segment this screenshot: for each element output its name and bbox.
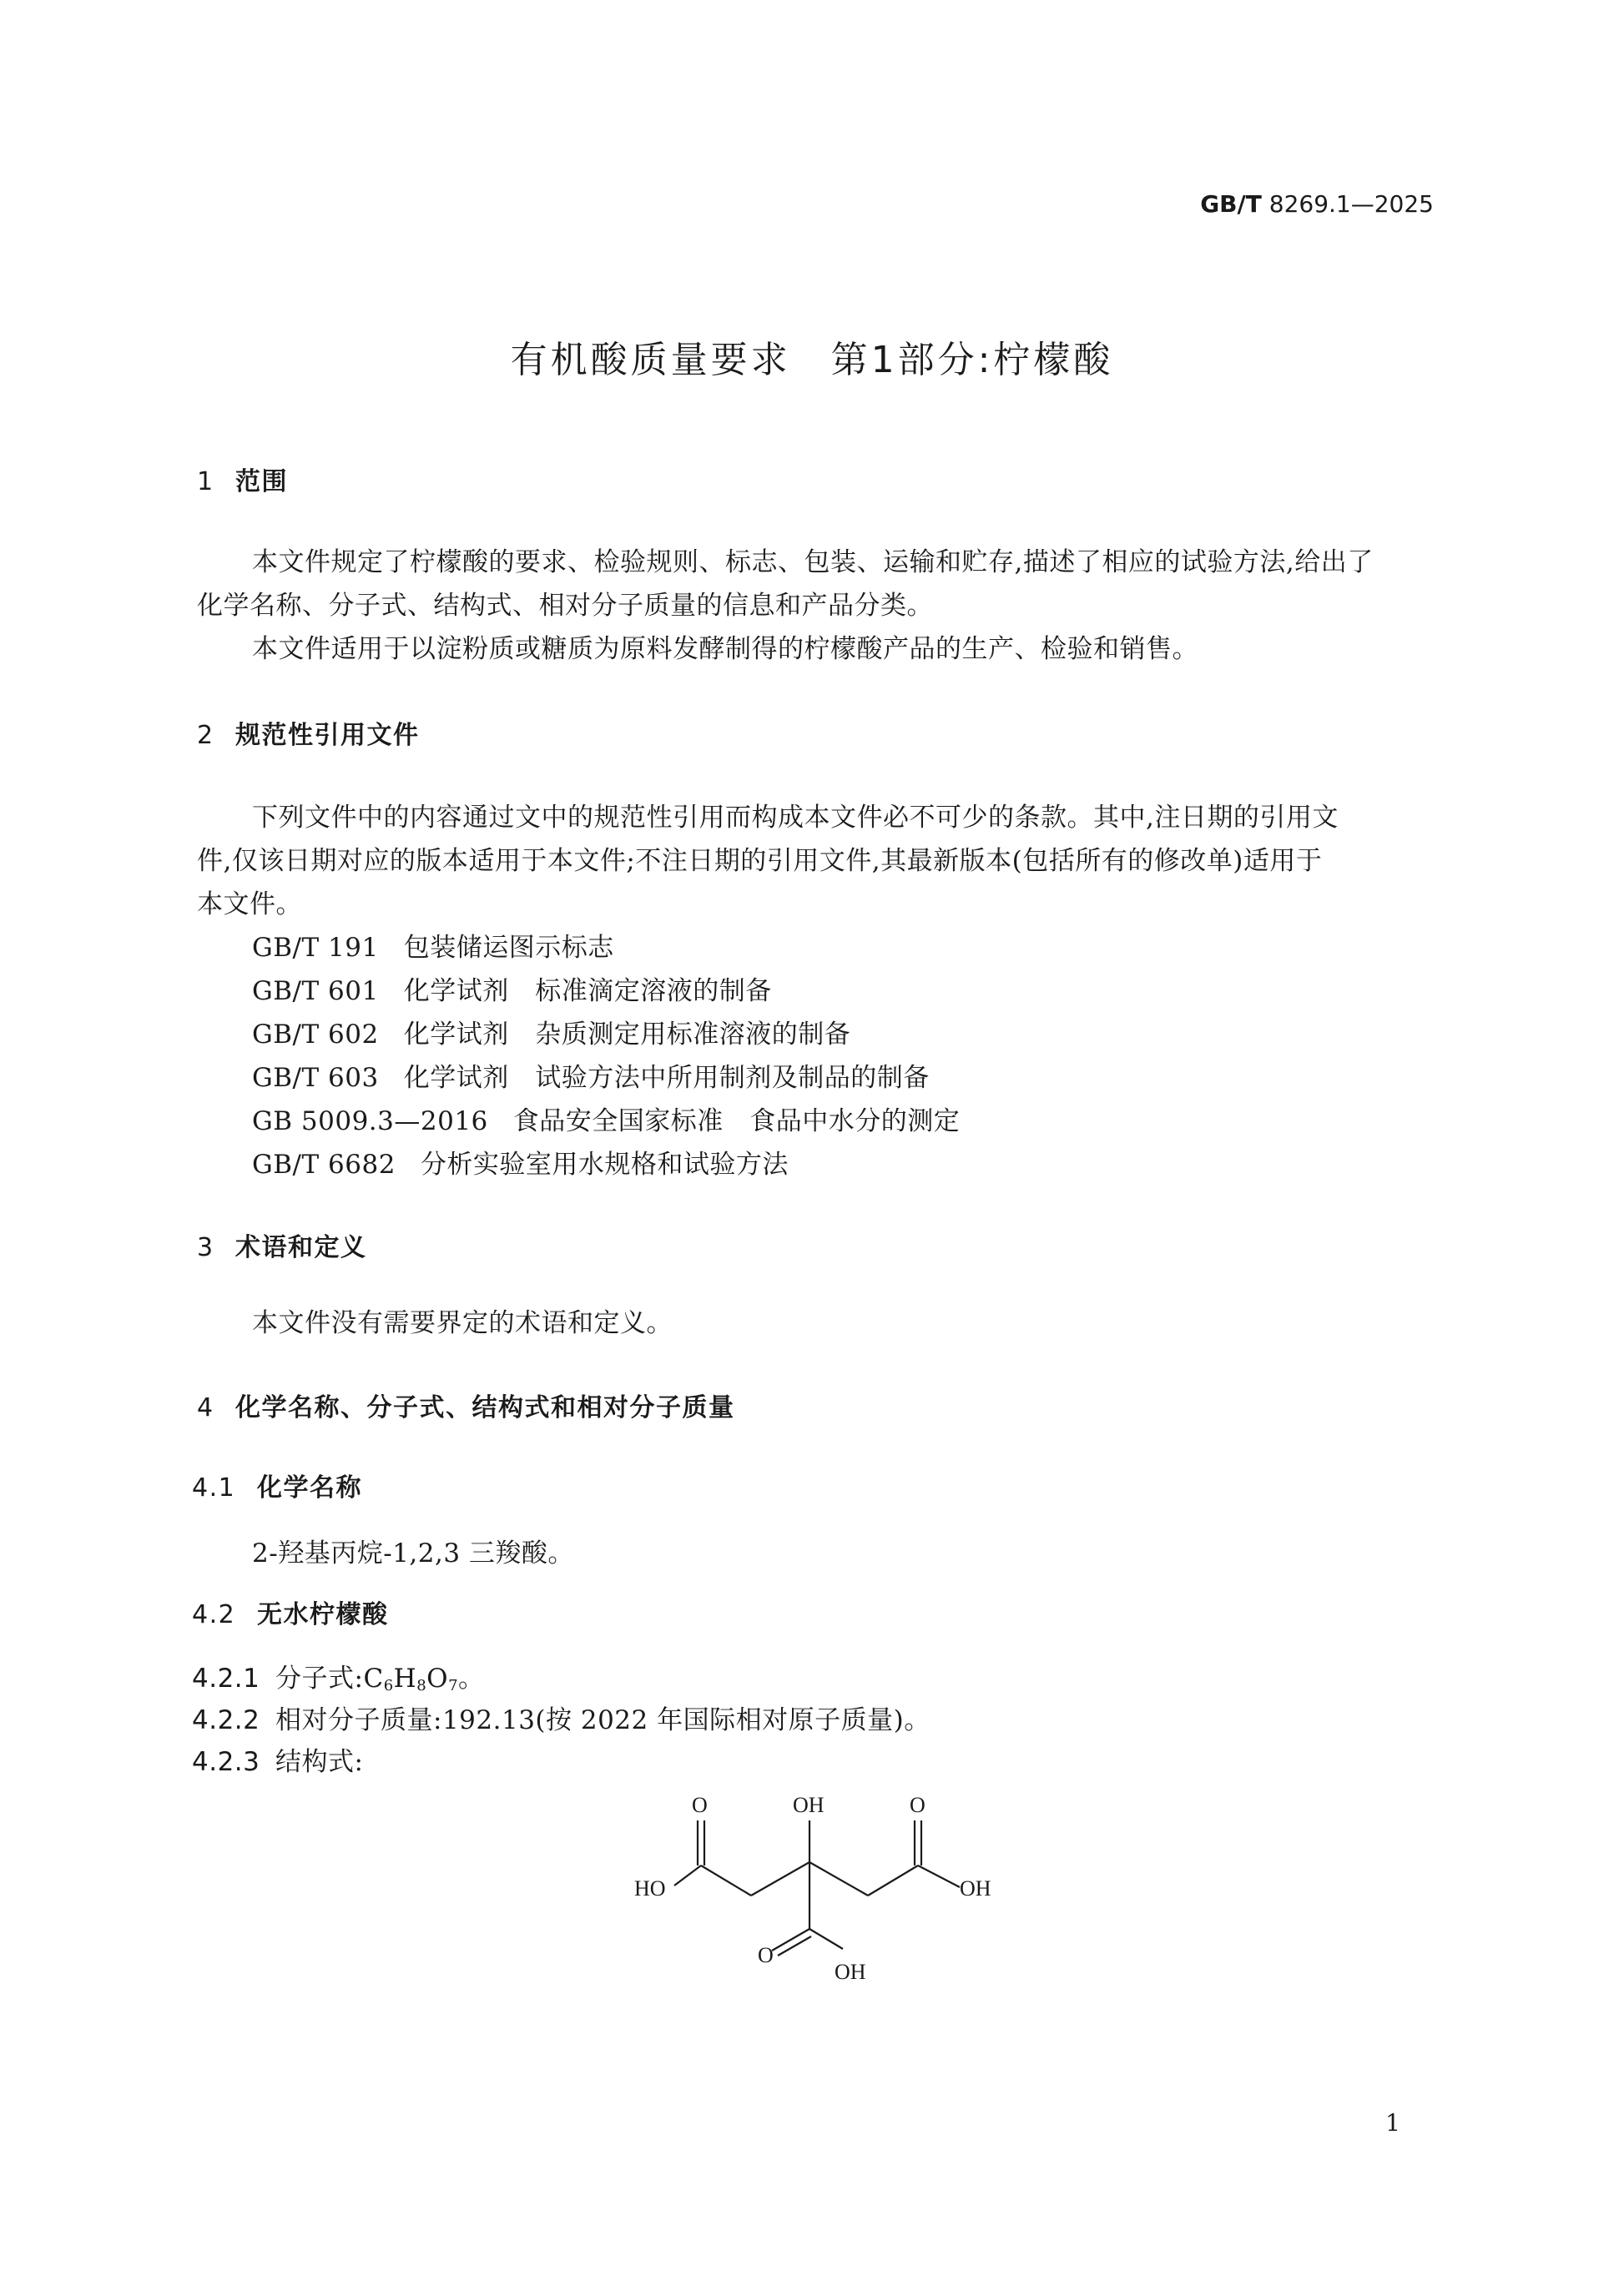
section-3-heading	[197, 1226, 367, 1263]
bond	[809, 1929, 843, 1949]
reference-item	[252, 1100, 960, 1137]
reference-code: GB 5009.3—2016	[252, 1106, 488, 1136]
reference-item	[252, 1013, 850, 1050]
section-2-heading	[197, 714, 420, 751]
reference-title: 化学试剂 试验方法中所用制剂及制品的制备	[403, 1063, 930, 1093]
document-title: 有机酸质量要求 第1部分:柠檬酸	[510, 339, 1114, 381]
scope-paragraph-line-2: 化学名称、分子式、结构式、相对分子质量的信息和产品分类。	[197, 591, 933, 621]
section-number: 2	[197, 721, 214, 750]
bond	[751, 1862, 809, 1896]
subsection-4-2-heading	[192, 1594, 389, 1630]
atom-label: O	[910, 1793, 925, 1817]
formula-h: H	[393, 1664, 417, 1694]
terms-paragraph: 本文件没有需要界定的术语和定义。	[252, 1308, 673, 1338]
reference-title: 食品安全国家标准 食品中水分的测定	[512, 1106, 961, 1136]
molecular-formula-label: 分子式:	[275, 1664, 364, 1694]
scope-paragraph-2: 本文件适用于以淀粉质或糖质为原料发酵制得的柠檬酸产品的生产、检验和销售。	[252, 634, 1198, 664]
reference-title: 包装储运图示标志	[403, 933, 614, 963]
section-title: 规范性引用文件	[235, 721, 420, 750]
subsection-number: 4.2	[192, 1600, 236, 1629]
subsection-number: 4.1	[192, 1473, 236, 1503]
reference-item	[252, 1143, 789, 1181]
scope-paragraph-line-1: 本文件规定了柠檬酸的要求、检验规则、标志、包装、运输和贮存,描述了相应的试验方法,给出了	[252, 547, 1374, 577]
structural-formula-line	[192, 1740, 363, 1778]
clause-number: 4.2.2	[192, 1705, 260, 1735]
section-4-heading	[197, 1387, 735, 1423]
reference-code: GB/T 603	[252, 1063, 379, 1093]
bond	[674, 1866, 701, 1886]
chemical-name: 2-羟基丙烷-1,2,3 三羧酸。	[252, 1538, 574, 1568]
atom-label: O	[692, 1793, 708, 1817]
atom-label: OH	[793, 1793, 825, 1817]
atom-label: OH	[835, 1960, 866, 1984]
molecular-mass-line	[192, 1699, 931, 1736]
references-paragraph-line-3: 本文件。	[197, 889, 302, 919]
reference-code: GB/T 601	[252, 976, 379, 1006]
reference-item	[252, 926, 614, 964]
bond	[778, 1936, 811, 1956]
references-paragraph-line-1: 下列文件中的内容通过文中的规范性引用而构成本文件必不可少的条款。其中,注日期的引用文	[252, 803, 1339, 833]
subsection-title: 化学名称	[257, 1473, 362, 1503]
formula-o: O	[426, 1664, 449, 1694]
citric-acid-structure	[618, 1785, 1035, 1994]
bond	[809, 1862, 868, 1896]
section-title: 化学名称、分子式、结构式和相对分子质量	[235, 1393, 735, 1422]
bond	[701, 1866, 751, 1896]
reference-title: 化学试剂 标准滴定溶液的制备	[403, 976, 772, 1006]
formula-end: 。	[458, 1664, 485, 1694]
atom-label: OH	[960, 1876, 991, 1901]
reference-item	[252, 969, 772, 1007]
section-title: 范围	[235, 467, 288, 496]
clause-number: 4.2.3	[192, 1747, 260, 1777]
reference-title: 分析实验室用水规格和试验方法	[420, 1150, 789, 1180]
references-paragraph-line-2: 件,仅该日期对应的版本适用于本文件;不注日期的引用文件,其最新版本(包括所有的修改单)适用于	[197, 846, 1323, 876]
section-number: 1	[197, 467, 214, 496]
atom-label: HO	[634, 1876, 666, 1901]
formula-c: C	[363, 1664, 384, 1694]
standard-code-prefix: GB/T	[1200, 190, 1262, 218]
reference-code: GB/T 191	[252, 933, 379, 963]
subsection-title: 无水柠檬酸	[257, 1600, 389, 1629]
section-number: 3	[197, 1233, 214, 1262]
bond	[918, 1866, 960, 1887]
subsection-4-1-heading	[192, 1467, 362, 1503]
formula-o-subscript: 7	[448, 1677, 459, 1694]
reference-item	[252, 1056, 930, 1094]
reference-code: GB/T 6682	[252, 1150, 396, 1180]
structural-formula-label: 结构式:	[275, 1747, 364, 1777]
reference-title: 化学试剂 杂质测定用标准溶液的制备	[403, 1020, 851, 1050]
standard-code	[1200, 190, 1434, 218]
molecular-mass-text: 相对分子质量:192.13(按 2022 年国际相对原子质量)。	[275, 1705, 931, 1735]
standard-code-number: 8269.1—2025	[1268, 190, 1434, 218]
formula-h-subscript: 8	[416, 1677, 427, 1694]
section-number: 4	[197, 1393, 214, 1422]
molecular-formula-line	[192, 1657, 485, 1694]
section-title: 术语和定义	[235, 1233, 367, 1262]
formula-c-subscript: 6	[383, 1677, 394, 1694]
atom-label: O	[758, 1943, 774, 1967]
clause-number: 4.2.1	[192, 1664, 260, 1694]
section-1-heading	[197, 461, 288, 497]
bond	[868, 1866, 918, 1896]
page-number: 1	[1385, 2109, 1400, 2137]
reference-code: GB/T 602	[252, 1020, 379, 1050]
